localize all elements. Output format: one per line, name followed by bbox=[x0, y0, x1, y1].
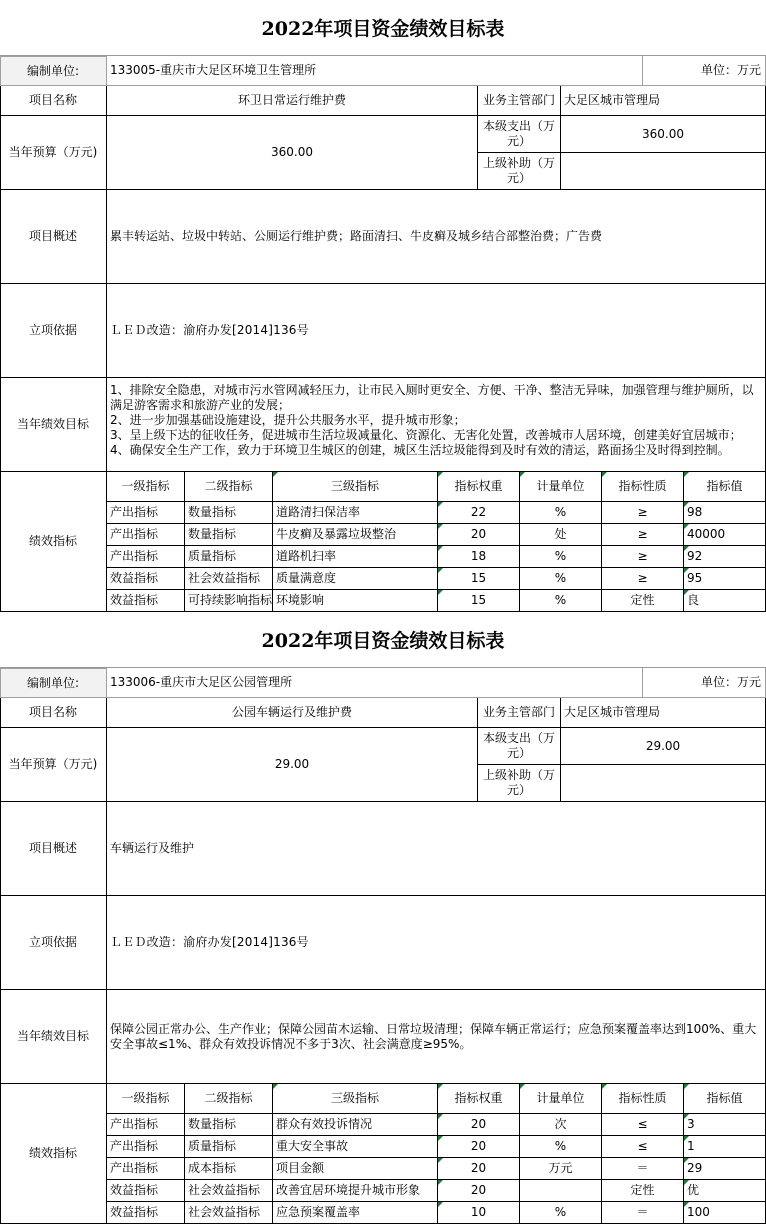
indicator-nature: ＝ bbox=[602, 1202, 684, 1224]
overview-text: 车辆运行及维护 bbox=[107, 802, 766, 896]
indicator-target: 40000 bbox=[684, 524, 766, 546]
indicator-target: 95 bbox=[684, 568, 766, 590]
basis-text: ＬＥＤ改造：渝府办发[2014]136号 bbox=[107, 284, 766, 378]
dept-name: 大足区城市管理局 bbox=[561, 698, 766, 728]
indicator-nature: 定性 bbox=[602, 590, 684, 612]
indicator-level1: 效益指标 bbox=[107, 1180, 185, 1202]
indicator-target: 100 bbox=[684, 1202, 766, 1224]
indicator-target: 92 bbox=[684, 546, 766, 568]
indicator-level1: 产出指标 bbox=[107, 546, 185, 568]
form-title: 2022年项目资金绩效目标表 bbox=[0, 0, 766, 56]
indicator-level1: 效益指标 bbox=[107, 590, 185, 612]
indicator-level3: 项目金额 bbox=[273, 1158, 438, 1180]
indicator-level3: 道路清扫保洁率 bbox=[273, 502, 438, 524]
indicator-level3: 应急预案覆盖率 bbox=[273, 1202, 438, 1224]
header-level1: 一级指标 bbox=[107, 472, 185, 502]
local-expense-label: 本级支出（万元） bbox=[478, 116, 561, 153]
frame-border bbox=[0, 86, 1, 612]
indicator-level3: 重大安全事故 bbox=[273, 1136, 438, 1158]
currency-unit: 单位：万元 bbox=[643, 56, 766, 86]
performance-form-2 bbox=[0, 612, 766, 1225]
indicator-level2: 数量指标 bbox=[185, 1114, 273, 1136]
header-level3: 三级指标 bbox=[273, 472, 438, 502]
unit-label: 编制单位: bbox=[0, 56, 107, 86]
indicator-nature: ＝ bbox=[602, 1158, 684, 1180]
indicator-weight: 20 bbox=[438, 1158, 520, 1180]
budget-label: 当年预算（万元) bbox=[0, 116, 107, 190]
basis-label: 立项依据 bbox=[0, 284, 107, 378]
goal-text: 1、排除安全隐患，对城市污水管网减轻压力，让市民入厕时更安全、方便、干净、整洁无异味，加强管理与维护厕所，以满足游客需求和旅游产业的发展； 2、进一步加强基础设施建设，提升公共服务水平，提升城市形象； 3、呈上级下达的征收任务，促进城市生活垃圾减量化、资源化、无害化处置，改善城市人居环境，创建美好宜居城市； 4、确保安全生产工作，致力于环境卫生城区的创建，城区生活垃圾能得到及时有效的清运，路面扬尘及时得到控制。 bbox=[107, 378, 766, 472]
dept-name: 大足区城市管理局 bbox=[561, 86, 766, 116]
indicator-target: 29 bbox=[684, 1158, 766, 1180]
header-target: 指标值 bbox=[684, 472, 766, 502]
frame-border bbox=[0, 668, 1, 698]
indicator-nature: ≥ bbox=[602, 502, 684, 524]
indicator-level1: 效益指标 bbox=[107, 1202, 185, 1224]
header-nature: 指标性质 bbox=[602, 472, 684, 502]
indicator-level2: 数量指标 bbox=[185, 524, 273, 546]
indicator-unit: % bbox=[520, 502, 602, 524]
indicator-level3: 群众有效投诉情况 bbox=[273, 1114, 438, 1136]
indicator-unit: 次 bbox=[520, 1114, 602, 1136]
project-name: 公园车辆运行及维护费 bbox=[107, 698, 478, 728]
indicator-unit: % bbox=[520, 1202, 602, 1224]
indicator-weight: 20 bbox=[438, 1136, 520, 1158]
header-target: 指标值 bbox=[684, 1084, 766, 1114]
frame-border bbox=[0, 698, 1, 1224]
header-unit: 计量单位 bbox=[520, 1084, 602, 1114]
dept-label: 业务主管部门 bbox=[478, 698, 561, 728]
indicator-level1: 产出指标 bbox=[107, 502, 185, 524]
budget-label: 当年预算（万元) bbox=[0, 728, 107, 802]
dept-label: 业务主管部门 bbox=[478, 86, 561, 116]
overview-label: 项目概述 bbox=[0, 190, 107, 284]
indicator-level3: 道路机扫率 bbox=[273, 546, 438, 568]
subsidy-label: 上级补助（万元） bbox=[478, 153, 561, 190]
indicator-level2: 成本指标 bbox=[185, 1158, 273, 1180]
frame-border bbox=[0, 56, 1, 86]
local-expense-label: 本级支出（万元） bbox=[478, 728, 561, 765]
indicator-level1: 效益指标 bbox=[107, 568, 185, 590]
indicator-weight: 10 bbox=[438, 1202, 520, 1224]
subsidy-value bbox=[561, 765, 766, 802]
indicator-weight: 15 bbox=[438, 590, 520, 612]
header-level2: 二级指标 bbox=[185, 1084, 273, 1114]
indicator-level1: 产出指标 bbox=[107, 524, 185, 546]
overview-label: 项目概述 bbox=[0, 802, 107, 896]
goal-label: 当年绩效目标 bbox=[0, 378, 107, 472]
indicator-unit: % bbox=[520, 568, 602, 590]
header-nature: 指标性质 bbox=[602, 1084, 684, 1114]
project-name-label: 项目名称 bbox=[0, 698, 107, 728]
indicator-weight: 20 bbox=[438, 1114, 520, 1136]
overview-text: 累丰转运站、垃圾中转站、公厕运行维护费；路面清扫、牛皮癣及城乡结合部整治费；广告费 bbox=[107, 190, 766, 284]
basis-text: ＬＥＤ改造：渝府办发[2014]136号 bbox=[107, 896, 766, 990]
currency-unit: 单位：万元 bbox=[643, 668, 766, 698]
indicators-label: 绩效指标 bbox=[0, 472, 107, 612]
indicator-nature: ≥ bbox=[602, 546, 684, 568]
subsidy-label: 上级补助（万元） bbox=[478, 765, 561, 802]
indicator-unit: % bbox=[520, 546, 602, 568]
local-expense-value: 29.00 bbox=[561, 728, 766, 765]
indicator-level1: 产出指标 bbox=[107, 1136, 185, 1158]
indicator-level3: 改善宜居环境提升城市形象 bbox=[273, 1180, 438, 1202]
local-expense-value: 360.00 bbox=[561, 116, 766, 153]
form-title: 2022年项目资金绩效目标表 bbox=[0, 612, 766, 668]
indicator-unit: 处 bbox=[520, 524, 602, 546]
project-name: 环卫日常运行维护费 bbox=[107, 86, 478, 116]
indicator-unit bbox=[520, 1180, 602, 1202]
header-weight: 指标权重 bbox=[438, 472, 520, 502]
indicator-target: 优 bbox=[684, 1180, 766, 1202]
indicator-level2: 数量指标 bbox=[185, 502, 273, 524]
indicator-weight: 18 bbox=[438, 546, 520, 568]
header-level2: 二级指标 bbox=[185, 472, 273, 502]
indicator-level2: 社会效益指标 bbox=[185, 1180, 273, 1202]
basis-label: 立项依据 bbox=[0, 896, 107, 990]
goal-text: 保障公园正常办公、生产作业；保障公园苗木运输、日常垃圾清理；保障车辆正常运行；应急预案覆盖率达到100%、重大安全事故≤1%、群众有效投诉情况不多于3次、社会满意度≥95%。 bbox=[107, 990, 766, 1084]
indicator-target: 1 bbox=[684, 1136, 766, 1158]
performance-form-1 bbox=[0, 0, 766, 612]
indicator-level1: 产出指标 bbox=[107, 1114, 185, 1136]
indicator-unit: 万元 bbox=[520, 1158, 602, 1180]
indicator-nature: ≤ bbox=[602, 1114, 684, 1136]
indicator-weight: 20 bbox=[438, 1180, 520, 1202]
goal-label: 当年绩效目标 bbox=[0, 990, 107, 1084]
subsidy-value bbox=[561, 153, 766, 190]
indicator-nature: ≥ bbox=[602, 524, 684, 546]
indicators-label: 绩效指标 bbox=[0, 1084, 107, 1224]
indicator-unit: % bbox=[520, 1136, 602, 1158]
indicator-level3: 质量满意度 bbox=[273, 568, 438, 590]
indicator-level1: 产出指标 bbox=[107, 1158, 185, 1180]
header-weight: 指标权重 bbox=[438, 1084, 520, 1114]
unit-label: 编制单位: bbox=[0, 668, 107, 698]
indicator-level3: 牛皮癣及暴露垃圾整治 bbox=[273, 524, 438, 546]
indicator-weight: 15 bbox=[438, 568, 520, 590]
indicator-weight: 20 bbox=[438, 524, 520, 546]
indicator-nature: ≥ bbox=[602, 568, 684, 590]
indicator-nature: ≤ bbox=[602, 1136, 684, 1158]
budget-value: 29.00 bbox=[107, 728, 478, 802]
project-name-label: 项目名称 bbox=[0, 86, 107, 116]
unit-name: 133006-重庆市大足区公园管理所 bbox=[107, 668, 643, 698]
header-level1: 一级指标 bbox=[107, 1084, 185, 1114]
indicator-level2: 质量指标 bbox=[185, 1136, 273, 1158]
indicator-level2: 质量指标 bbox=[185, 546, 273, 568]
indicator-unit: % bbox=[520, 590, 602, 612]
indicator-level2: 社会效益指标 bbox=[185, 568, 273, 590]
budget-value: 360.00 bbox=[107, 116, 478, 190]
header-level3: 三级指标 bbox=[273, 1084, 438, 1114]
indicator-level2: 社会效益指标 bbox=[185, 1202, 273, 1224]
indicator-nature: 定性 bbox=[602, 1180, 684, 1202]
header-unit: 计量单位 bbox=[520, 472, 602, 502]
indicator-target: 98 bbox=[684, 502, 766, 524]
indicator-target: 良 bbox=[684, 590, 766, 612]
indicator-target: 3 bbox=[684, 1114, 766, 1136]
unit-name: 133005-重庆市大足区环境卫生管理所 bbox=[107, 56, 643, 86]
indicator-level3: 环境影响 bbox=[273, 590, 438, 612]
indicator-level2: 可持续影响指标 bbox=[185, 590, 273, 612]
indicator-weight: 22 bbox=[438, 502, 520, 524]
